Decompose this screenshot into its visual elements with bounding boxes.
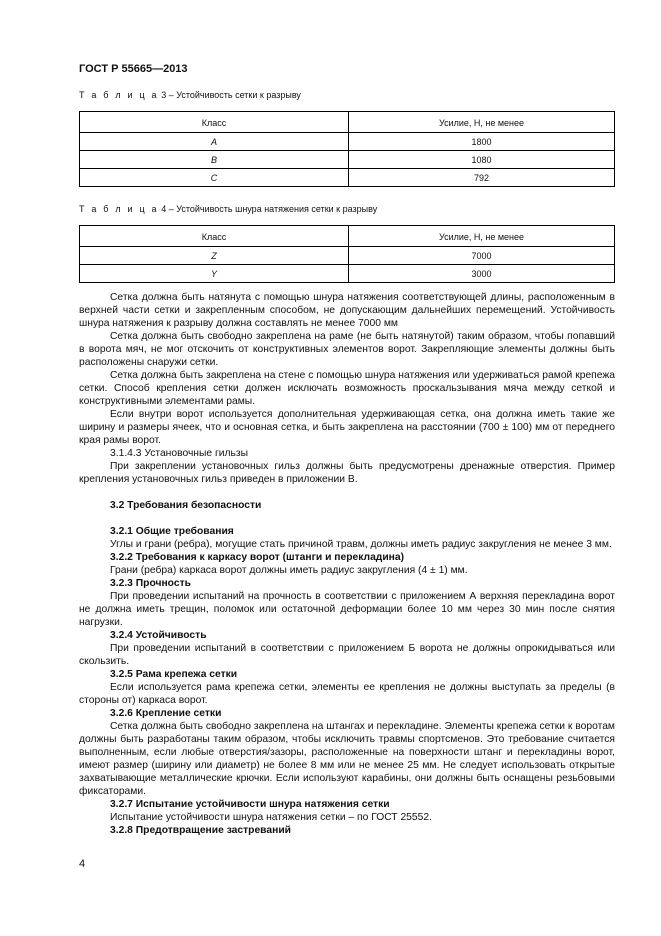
force-cell: 792	[349, 169, 615, 187]
class-cell: B	[80, 151, 349, 169]
class-cell: Y	[80, 265, 349, 283]
paragraph: При проведении испытаний в соответствии с приложением Б ворота не должны опрокидываться или скользить.	[79, 643, 615, 667]
subsection-heading: 3.2.5 Рама крепежа сетки	[110, 669, 238, 680]
subsection-heading: 3.2.6 Крепление сетки	[110, 708, 222, 719]
subsection-heading: 3.2.7 Испытание устойчивости шнура натяжения сетки	[110, 799, 390, 810]
column-header-class: Класс	[80, 112, 349, 133]
paragraph: Сетка должна быть свободно закреплена на раме (не быть натянутой) таким образом, чтобы попавший в ворота мяч, не мог отскочить от конструктивных элементов ворот. Закрепляющие элементы должны быть расположены снаружи сетки.	[79, 331, 615, 368]
table-row	[80, 247, 615, 265]
class-cell: A	[80, 133, 349, 151]
column-header-class: Класс	[80, 226, 349, 247]
subsection-heading: 3.2.4 Устойчивость	[110, 630, 207, 641]
force-cell: 7000	[349, 247, 615, 265]
column-header-force: Усилие, Н, не менее	[349, 112, 615, 133]
force-cell: 3000	[349, 265, 615, 283]
table-row	[80, 151, 615, 169]
subsection-heading: 3.1.4.3 Установочные гильзы	[110, 448, 248, 459]
body-text	[79, 291, 615, 837]
paragraph: Испытание устойчивости шнура натяжения сетки – по ГОСТ 25552.	[110, 812, 432, 823]
table3-caption	[79, 90, 301, 100]
section-heading: 3.2 Требования безопасности	[110, 500, 262, 511]
table4-caption-title: 4 – Устойчивость шнура натяжения сетки к разрыву	[158, 204, 378, 214]
class-cell: C	[80, 169, 349, 187]
table-header-row	[80, 112, 615, 133]
table4-caption-prefix: Т а б л и ц а	[79, 204, 159, 214]
subsection-heading: 3.2.8 Предотвращение застреваний	[110, 825, 291, 836]
class-cell: Z	[80, 247, 349, 265]
page-number: 4	[79, 858, 86, 870]
table-row	[80, 169, 615, 187]
table-row	[80, 265, 615, 283]
column-header-force: Усилие, Н, не менее	[349, 226, 615, 247]
force-cell: 1800	[349, 133, 615, 151]
paragraph: Грани (ребра) каркаса ворот должны иметь радиус закругления (4 ± 1) мм.	[110, 565, 468, 576]
paragraph: Сетка должна быть закреплена на стене с помощью шнура натяжения или удерживаться рамой крепежа сетки. Способ крепления сетки должен исключать возможность проскальзывания мяча между сеткой и конструктивными элементами рамы.	[79, 370, 615, 407]
document-header: ГОСТ Р 55665—2013	[79, 63, 188, 75]
subsection-heading: 3.2.1 Общие требования	[110, 526, 234, 537]
paragraph: Углы и грани (ребра), могущие стать причиной травм, должны иметь радиус закругления не менее 3 мм.	[110, 539, 612, 550]
paragraph: Сетка должна быть натянута с помощью шнура натяжения соответствующей длины, расположенным в верхней части сетки и закрепленным способом, не допускающим дальнейших перемещений. Устойчивость шнура натяжения к разрыву должна составлять не менее 7000 мм	[79, 292, 615, 329]
paragraph: При закреплении установочных гильз должны быть предусмотрены дренажные отверстия. Пример крепления установочных гильз приведен в приложении В.	[79, 461, 615, 485]
table-header-row	[80, 226, 615, 247]
paragraph: Если используется рама крепежа сетки, элементы ее крепления не должны выступать за пределы (в стороны от) каркаса ворот.	[79, 682, 615, 706]
paragraph: Если внутри ворот используется дополнительная удерживающая сетка, она должна иметь такие же ширину и размеры ячеек, что и основная сетка, и быть закреплена на расстоянии (700 ± 100) мм от переднего края рамы ворот.	[79, 409, 615, 446]
subsection-heading: 3.2.2 Требования к каркасу ворот (штанги и перекладина)	[110, 552, 405, 563]
table3-caption-prefix: Т а б л и ц а	[79, 90, 159, 100]
paragraph: При проведении испытаний на прочность в соответствии с приложением А верхняя перекладина ворот не должна иметь трещин, поломок или остаточной деформации более 10 мм через 30 мин после снятия нагрузки.	[79, 591, 615, 628]
table3-caption-title: 3 – Устойчивость сетки к разрыву	[158, 90, 301, 100]
force-cell: 1080	[349, 151, 615, 169]
table-row	[80, 133, 615, 151]
subsection-heading: 3.2.3 Прочность	[110, 578, 191, 589]
paragraph: Сетка должна быть свободно закреплена на штангах и перекладине. Элементы крепежа сетки к воротам должны быть разработаны таким образом, чтобы исключить травмы спортсменов. Это требование считается выполненным, если любые отверстия/зазоры, расположенные на поверхности штанг и перекладины ворот, имеют размер (ширину или диаметр) не более 8 мм или не менее 25 мм. Не следует использовать открытые захватывающие металлические крючки. Если используют карабины, они должны быть оснащены резьбовыми фиксаторами.	[79, 721, 615, 797]
table4-caption	[79, 204, 377, 214]
table3	[79, 111, 615, 187]
table4	[79, 225, 615, 283]
